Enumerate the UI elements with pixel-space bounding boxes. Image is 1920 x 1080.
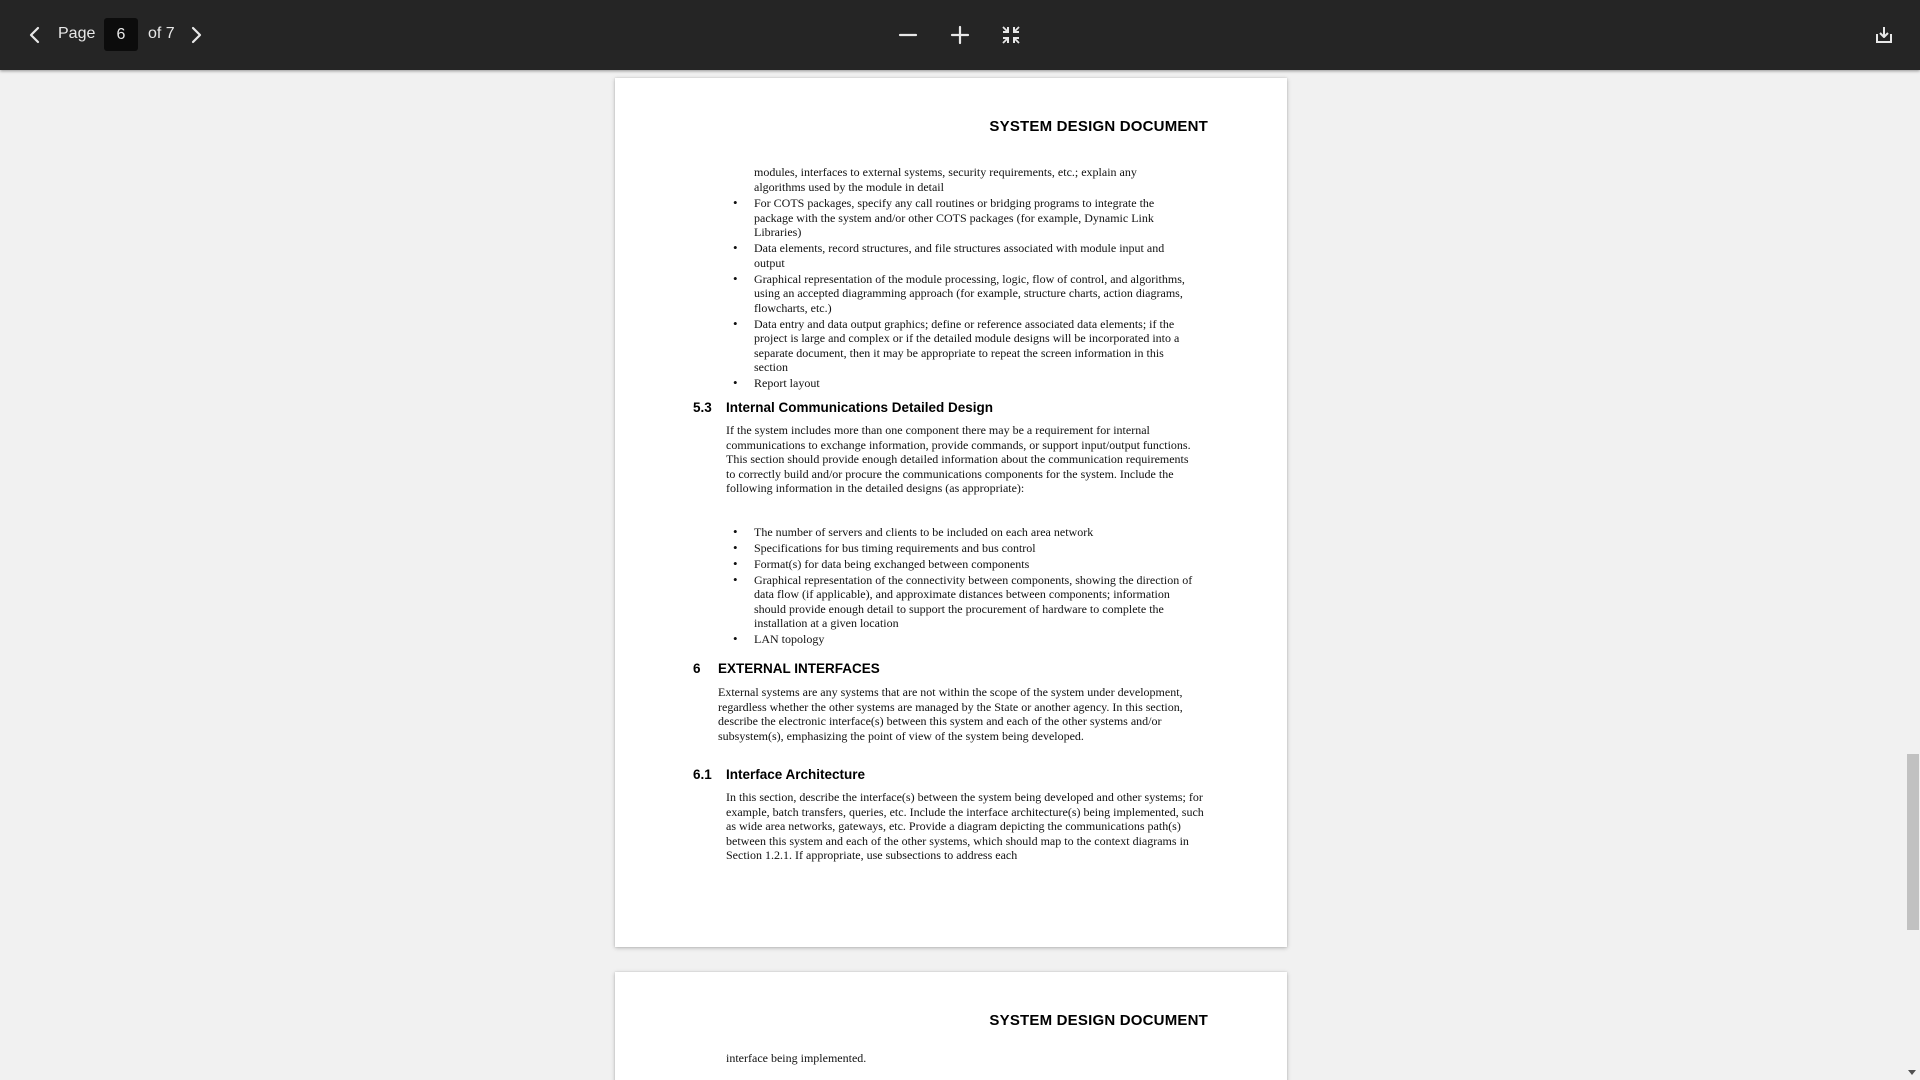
continuation-text xyxy=(754,165,1194,194)
zoom-out-button[interactable] xyxy=(890,17,926,53)
paragraph: In this section, describe the interface(s) between the system being developed and other systems; for example, batch transfers, queries, etc. Include the interface architecture(s) being implemented, such as wide area networks, gateways, etc. Provide a diagram depicting the communications path(s) between this system and each of the other systems, which should map to the context diagrams in Section 1.2.1. If appropriate, use subsections to address each xyxy=(726,790,1204,863)
section-number: 6 xyxy=(693,661,701,676)
chevron-right-icon xyxy=(186,25,206,45)
document-page-7 xyxy=(615,972,1287,1080)
text-line: modules, interfaces to external systems, security requirements, etc.; explain any xyxy=(754,165,1137,179)
page-label: Page xyxy=(58,25,96,42)
section-title: Interface Architecture xyxy=(726,767,866,782)
page-header: SYSTEM DESIGN DOCUMENT xyxy=(989,118,1208,135)
zoom-in-button[interactable] xyxy=(942,17,978,53)
download-button[interactable] xyxy=(1866,17,1902,53)
total-pages-label: of 7 xyxy=(148,25,175,42)
list-item: • Data entry and data output graphics; define or reference associated data elements; if the project is large and complex or if the detailed module designs will be incorporated into a separate document, then it may be appropriate to repeat the screen information in this section xyxy=(754,317,1194,375)
list-item: • LAN topology xyxy=(754,632,1199,647)
list-item: • Format(s) for data being exchanged between components xyxy=(754,557,1199,572)
caret-down-icon xyxy=(1908,1070,1916,1076)
scroll-down-button[interactable] xyxy=(1907,1068,1917,1078)
list-item: • Report layout xyxy=(754,376,1194,391)
paragraph: If the system includes more than one component there may be a requirement for internal communications to exchange information, provide commands, or support input/output functions. This section should provide enough detailed information about the communication requirements to correctly build and/or procure the communications components for the system. Include the following information in the detailed designs (as appropriate): xyxy=(726,423,1191,496)
minus-icon xyxy=(898,25,918,45)
next-page-button[interactable] xyxy=(178,17,214,53)
section-title: Internal Communications Detailed Design xyxy=(726,400,994,415)
section-number: 6.1 xyxy=(693,767,712,782)
section-heading-5-3 xyxy=(693,401,993,416)
section-heading-6 xyxy=(693,662,880,677)
vertical-scrollbar[interactable] xyxy=(1904,70,1920,1080)
section-title: EXTERNAL INTERFACES xyxy=(718,661,880,676)
plus-icon xyxy=(950,25,970,45)
collapse-icon xyxy=(1001,25,1021,45)
list-item: • Graphical representation of the connectivity between components, showing the direction of data flow (if applicable), and approximate distances between components; information should provide enough detail to support the procurement of hardware to complete the installation at a given location xyxy=(754,573,1199,631)
list-item: • Data elements, record structures, and file structures associated with module input and output xyxy=(754,241,1194,270)
previous-page-button[interactable] xyxy=(17,17,53,53)
scrollbar-thumb[interactable] xyxy=(1907,754,1919,930)
page-header: SYSTEM DESIGN DOCUMENT xyxy=(989,1012,1208,1029)
list-item: • The number of servers and clients to be included on each area network xyxy=(754,525,1199,540)
fit-to-page-button[interactable] xyxy=(993,17,1029,53)
document-page-6 xyxy=(615,78,1287,947)
list-item: • For COTS packages, specify any call routines or bridging programs to integrate the package with the system and/or other COTS packages (for example, Dynamic Link Libraries) xyxy=(754,196,1194,240)
paragraph: External systems are any systems that are not within the scope of the system under development, regardless whether the other systems are managed by the State or another agency. In this section, describe the electronic interface(s) between this system and each of the other systems and/or subsystem(s), emphasizing the point of view of the system being developed. xyxy=(718,685,1183,743)
bullet-list-communications xyxy=(754,525,1199,648)
bullet-list-module-details xyxy=(754,196,1194,392)
section-heading-6-1 xyxy=(693,768,865,783)
paragraph: interface being implemented. xyxy=(726,1051,867,1065)
page-number-input[interactable] xyxy=(104,18,138,51)
list-item: • Graphical representation of the module processing, logic, flow of control, and algorithms, using an accepted diagramming approach (for example, structure charts, action diagrams, flowcharts, etc.) xyxy=(754,272,1194,316)
download-icon xyxy=(1874,25,1894,45)
list-item: • Specifications for bus timing requirements and bus control xyxy=(754,541,1199,556)
pdf-toolbar xyxy=(0,0,1920,70)
document-viewer[interactable] xyxy=(0,70,1904,1080)
text-line: algorithms used by the module in detail xyxy=(754,179,944,194)
section-number: 5.3 xyxy=(693,400,712,415)
chevron-left-icon xyxy=(25,25,45,45)
